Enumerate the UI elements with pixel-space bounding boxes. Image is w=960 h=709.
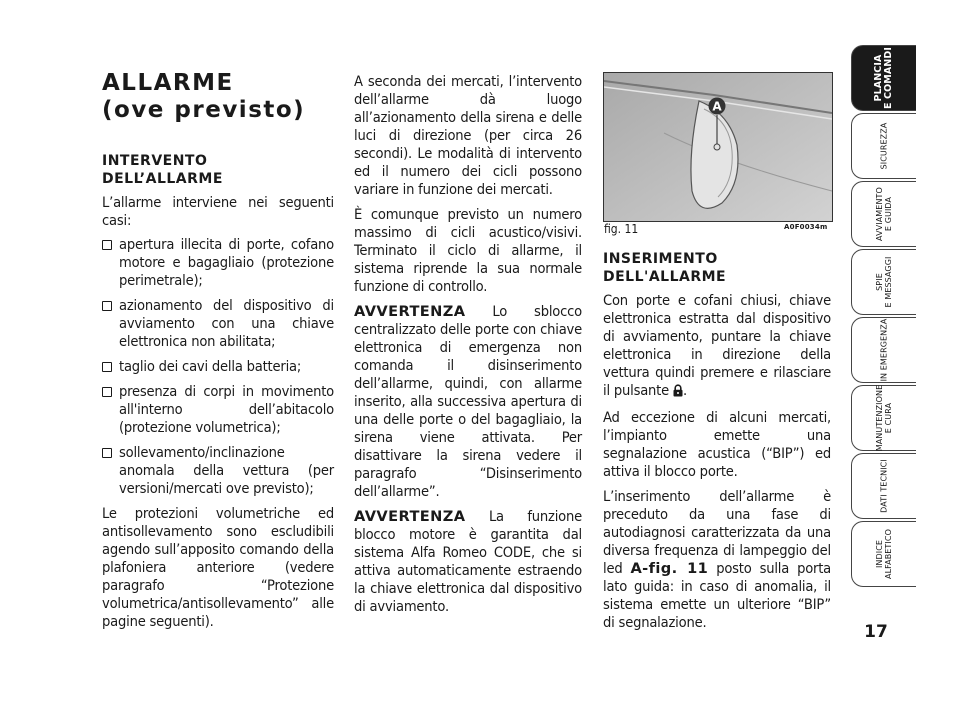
tab-label: SICUREZZA (879, 122, 889, 170)
title-line-1: ALLARME (102, 70, 234, 96)
tab-label: SPIE E MESSAGGI (875, 256, 893, 308)
list-item (102, 444, 334, 498)
figure-marker: A (712, 99, 722, 114)
column-left (102, 152, 334, 631)
column-right (603, 250, 831, 632)
figure-reference: A-fig. 11 (630, 560, 709, 577)
paragraph-warning-2 (354, 508, 582, 616)
tab-sicurezza[interactable] (851, 113, 916, 179)
tab-label: MANUTENZIONE E CURA (875, 384, 893, 452)
tab-avviamento-e-guida[interactable] (851, 181, 916, 247)
chapter-tabs (851, 45, 960, 665)
checkbox-bullet-icon (102, 387, 112, 397)
figure-code: A0F0034m (784, 223, 828, 231)
figure-caption: fig. 11 (604, 222, 639, 236)
section-title-intervento (102, 152, 334, 188)
figure-door-led (603, 72, 833, 222)
section-title-line-1: INTERVENTO (102, 153, 208, 169)
activation-text: Con porte e cofani chiusi, chiave elettronica estratta dal dispositivo di avviamento, puntare la chiave elettronica in direzione della vettura quindi premere e rilasciare il pulsante (603, 292, 831, 399)
list-item-text: azionamento del dispositivo di avviamento con una chiave elettronica non abilitata; (119, 297, 334, 350)
paragraph-selftest (603, 488, 831, 632)
list-item (102, 383, 334, 437)
warning-text-2: La funzione blocco motore è garantita dal sistema Alfa Romeo CODE, che si attiva automaticamente estraendo la chiave elettronica dal dispositivo di avviamento. (354, 508, 582, 615)
column-middle (354, 73, 582, 616)
closing-text: Le protezioni volumetriche ed antisollevamento sono escludibili agendo sull’apposito comando della plafoniera anteriore (vedere paragrafo “Protezione volumetrica/antisollevamento” alle pagine seguenti). (102, 505, 334, 630)
checkbox-bullet-icon (102, 240, 112, 250)
checkbox-bullet-icon (102, 448, 112, 458)
selftest-text-b: posto sulla porta lato guida: in caso di anomalia, il sistema emette un ulteriore “BIP” di segnalazione. (603, 560, 832, 631)
paragraph-warning-1 (354, 303, 582, 501)
warning-label: AVVERTENZA (354, 303, 466, 320)
list-item-text: presenza di corpi in movimento all'interno dell’abitacolo (protezione volumetrica); (119, 383, 334, 436)
list-item-text: taglio dei cavi della batteria; (119, 358, 302, 375)
door-illustration (604, 73, 832, 221)
list-item (102, 236, 334, 290)
tab-dati-tecnici[interactable] (851, 453, 916, 519)
tab-label: DATI TECNICI (879, 459, 889, 513)
paragraph-activation: Con porte e cofani chiusi, chiave elettronica estratta dal dispositivo di avviamento, puntare la chiave elettronica in direzione della vettura quindi premere e rilasciare il pulsante . (603, 292, 831, 402)
list-item-text: apertura illecita di porte, cofano motore e bagagliaio (protezione perimetrale); (119, 236, 334, 289)
paragraph-beep: Ad eccezione di alcuni mercati, l’impianto emette una segnalazione acustica (“BIP”) ed attiva il blocco porte. (603, 409, 831, 480)
list-item (102, 358, 334, 376)
section-title-line-2: DELL’ALLARME (102, 171, 223, 187)
section-title-line-2: DELL'ALLARME (603, 269, 727, 285)
alarm-cases-list (102, 236, 334, 498)
checkbox-bullet-icon (102, 301, 112, 311)
selftest-text-a: L’inserimento dell’allarme è preceduto da una fase di autodiagnosi caratterizzata da una diversa frequenza di lampeggio del led (603, 488, 831, 577)
intro-text: L’allarme interviene nei seguenti casi: (102, 194, 334, 229)
checkbox-bullet-icon (102, 362, 112, 372)
tab-label: PLANCIA E COMANDI (873, 47, 894, 109)
tab-spie-e-messaggi[interactable] (851, 249, 916, 315)
padlock-icon (673, 384, 683, 402)
section-title-inserimento (603, 250, 831, 286)
tab-label: AVVIAMENTO E GUIDA (875, 187, 893, 241)
paragraph-cycles: È comunque previsto un numero massimo di cicli acustico/visivi. Terminato il ciclo di allarme, il sistema riprende la sua normale funzione di controllo. (354, 206, 582, 295)
warning-label: AVVERTENZA (354, 508, 466, 525)
list-item (102, 297, 334, 351)
tab-in-emergenza[interactable] (851, 317, 916, 383)
title-line-2: (ove previsto) (102, 97, 306, 123)
page-number: 17 (864, 622, 888, 642)
section-title-line-1: INSERIMENTO (603, 251, 718, 267)
paragraph-markets: A seconda dei mercati, l’intervento dell’allarme dà luogo all’azionamento della sirena e delle luci di direzione (per circa 26 secondi). Le modalità di intervento ed il numero dei cicli possono variare in funzione dei mercati. (354, 73, 582, 198)
list-item-text: sollevamento/inclinazione anomala della vettura (per versioni/mercati ove previsto); (119, 444, 334, 497)
tab-indice-alfabetico[interactable] (851, 521, 916, 587)
tab-label: IN EMERGENZA (879, 318, 889, 382)
tab-manutenzione-e-cura[interactable] (851, 385, 916, 451)
tab-plancia-e-comandi[interactable] (851, 45, 916, 111)
tab-label: INDICE ALFABETICO (875, 529, 893, 579)
page-title (102, 70, 305, 124)
warning-text-1: Lo sblocco centralizzato delle porte con chiave elettronica di emergenza non comanda il disinserimento dell’allarme, quindi, con allarme inserito, alla successiva apertura di una delle porte o del bagagliaio, la sirena viene attivata. Per disattivare la sirena vedere il paragrafo “Disinserimento dell’allarme”. (354, 303, 582, 500)
